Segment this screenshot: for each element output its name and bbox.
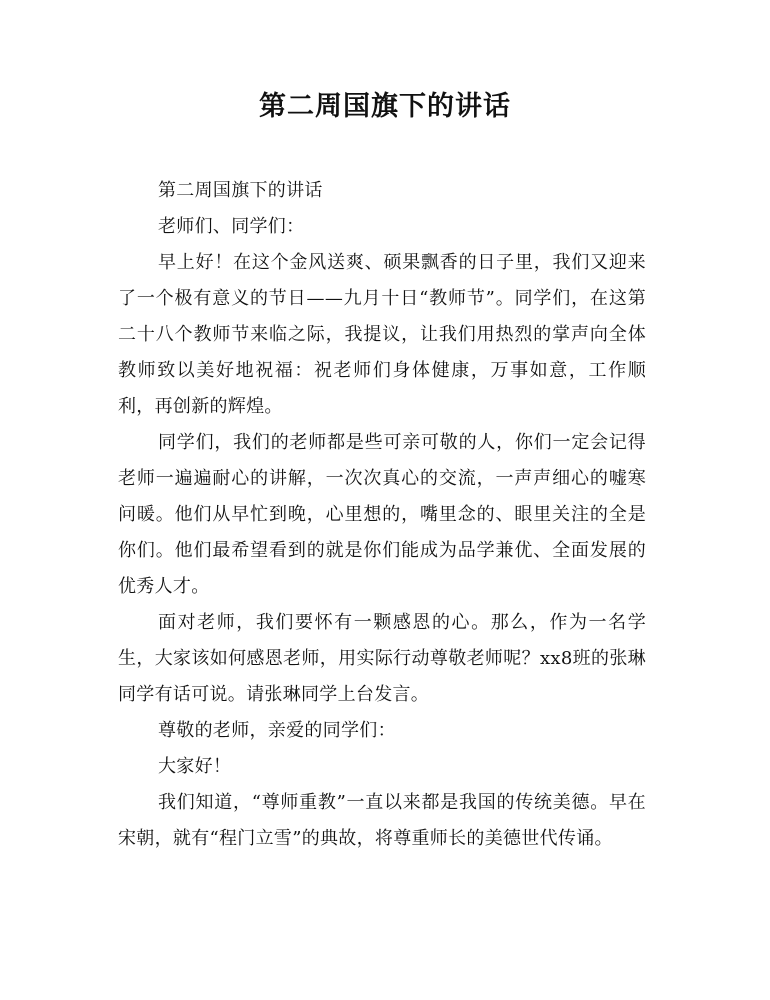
paragraph-teachers: 同学们，我们的老师都是些可亲可敬的人，你们一定会记得老师一遍遍耐心的讲解，一次次真心的交流，一声声细心的嘘寒问暖。他们从早忙到晚，心里想的，嘴里念的、眼里关注的全是你们。他们最希望看到的就是你们能成为品学兼优、全面发展的优秀人才。: [118, 432, 646, 597]
paragraph-tradition: 我们知道，“尊师重教”一直以来都是我国的传统美德。早在宋朝，就有“程门立雪”的典故，将尊重师长的美德世代传诵。: [118, 792, 646, 849]
paragraph-subtitle: 第二周国旗下的讲话: [158, 180, 323, 201]
document-body: [118, 173, 646, 857]
paragraph-greeting: 老师们、同学们：: [158, 216, 305, 237]
document-title: 第二周国旗下的讲话: [259, 91, 511, 122]
paragraph-morning: 早上好！在这个金风送爽、硕果飘香的日子里，我们又迎来了一个极有意义的节日——九月十日“教师节”。同学们，在这第二十八个教师节来临之际，我提议，让我们用热烈的掌声向全体教师致以美好地祝福：祝老师们身体健康，万事如意，工作顺利，再创新的辉煌。: [118, 252, 646, 417]
paragraph-hello: 大家好！: [158, 756, 232, 777]
paragraph-gratitude: 面对老师，我们要怀有一颗感恩的心。那么，作为一名学生，大家该如何感恩老师，用实际行动尊敬老师呢？xx8班的张琳同学有话可说。请张琳同学上台发言。: [118, 612, 646, 705]
paragraph-address: 尊敬的老师，亲爱的同学们：: [158, 720, 396, 741]
